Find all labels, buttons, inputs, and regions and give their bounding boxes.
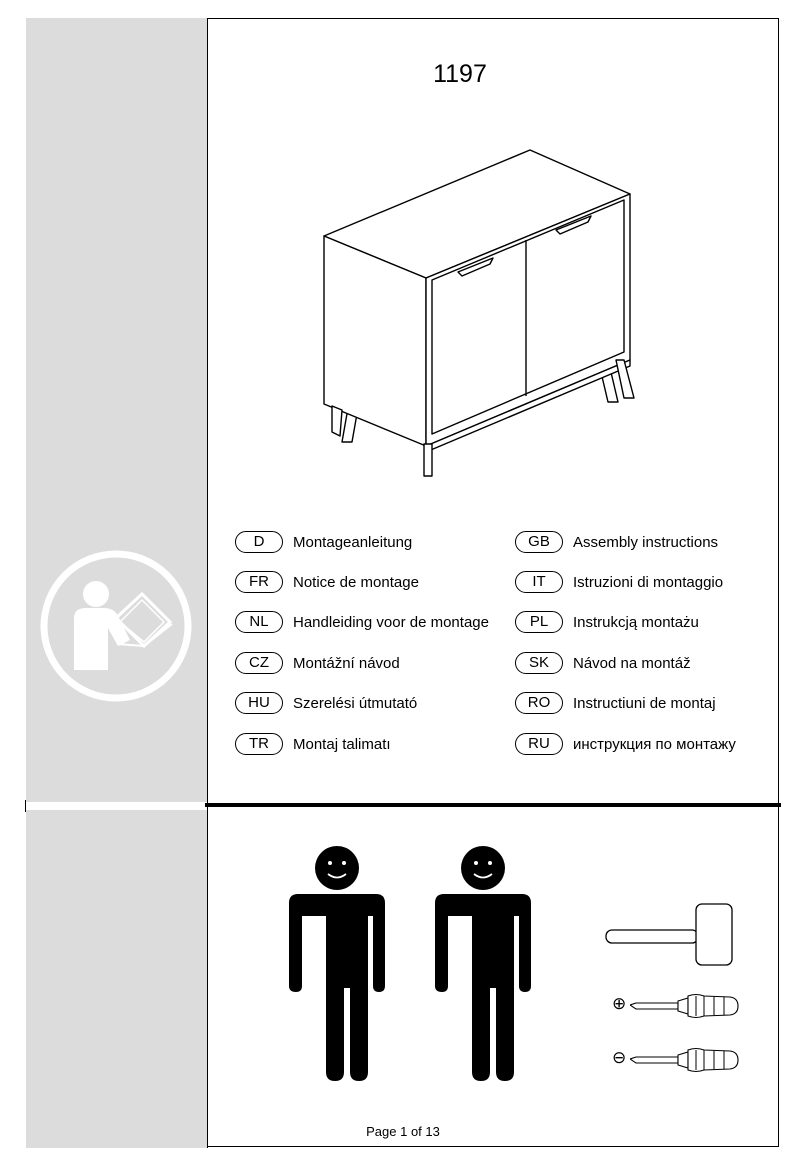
language-row-ru — [515, 732, 736, 756]
sideboard-illustration — [318, 146, 638, 481]
language-label: Szerelési útmutató — [293, 694, 418, 712]
language-row-ro — [515, 691, 716, 715]
language-row-tr — [235, 732, 391, 756]
language-row-sk — [515, 651, 691, 675]
language-label: Instrukcją montażu — [573, 613, 699, 631]
language-code-badge: GB — [515, 531, 563, 553]
hammer-icon — [600, 902, 740, 972]
language-label: инструкция по монтажу — [573, 735, 736, 753]
language-code-badge: SK — [515, 652, 563, 674]
page-number: Page 1 of 13 — [366, 1124, 440, 1139]
flat-symbol: ⊖ — [612, 1048, 627, 1067]
language-row-cz — [235, 651, 400, 675]
language-code-badge: NL — [235, 611, 283, 633]
flat-screwdriver-icon — [630, 1046, 740, 1076]
language-code-badge: RO — [515, 692, 563, 714]
person-icon — [434, 846, 534, 1082]
language-label: Instructiuni de montaj — [573, 694, 716, 712]
language-row-hu — [235, 691, 417, 715]
person-icon — [288, 846, 388, 1082]
language-row-nl — [235, 610, 489, 634]
language-label: Montážní návod — [293, 654, 400, 672]
language-code-badge: HU — [235, 692, 283, 714]
phillips-screwdriver-icon — [630, 992, 740, 1022]
language-row-fr — [235, 570, 419, 594]
language-label: Montaj talimatı — [293, 735, 391, 753]
language-code-badge: TR — [235, 733, 283, 755]
language-label: Assembly instructions — [573, 533, 719, 551]
language-code-badge: RU — [515, 733, 563, 755]
section-divider — [205, 803, 781, 807]
language-label: Handleiding voor de montage — [293, 613, 489, 631]
sidebar-panel-bottom — [26, 810, 207, 1148]
language-code-badge: IT — [515, 571, 563, 593]
model-number: 1197 — [433, 60, 487, 88]
language-row-it — [515, 570, 723, 594]
language-label: Istruzioni di montaggio — [573, 573, 724, 591]
language-code-badge: FR — [235, 571, 283, 593]
language-code-badge: D — [235, 531, 283, 553]
language-label: Notice de montage — [293, 573, 419, 591]
read-manual-icon — [38, 548, 194, 704]
language-label: Montageanleitung — [293, 533, 413, 551]
phillips-symbol: ⊕ — [612, 994, 627, 1013]
language-row-d — [235, 530, 412, 554]
language-row-gb — [515, 530, 718, 554]
language-label: Návod na montáž — [573, 654, 691, 672]
divider-tick — [25, 800, 26, 812]
language-code-badge: CZ — [235, 652, 283, 674]
language-row-pl — [515, 610, 699, 634]
language-code-badge: PL — [515, 611, 563, 633]
